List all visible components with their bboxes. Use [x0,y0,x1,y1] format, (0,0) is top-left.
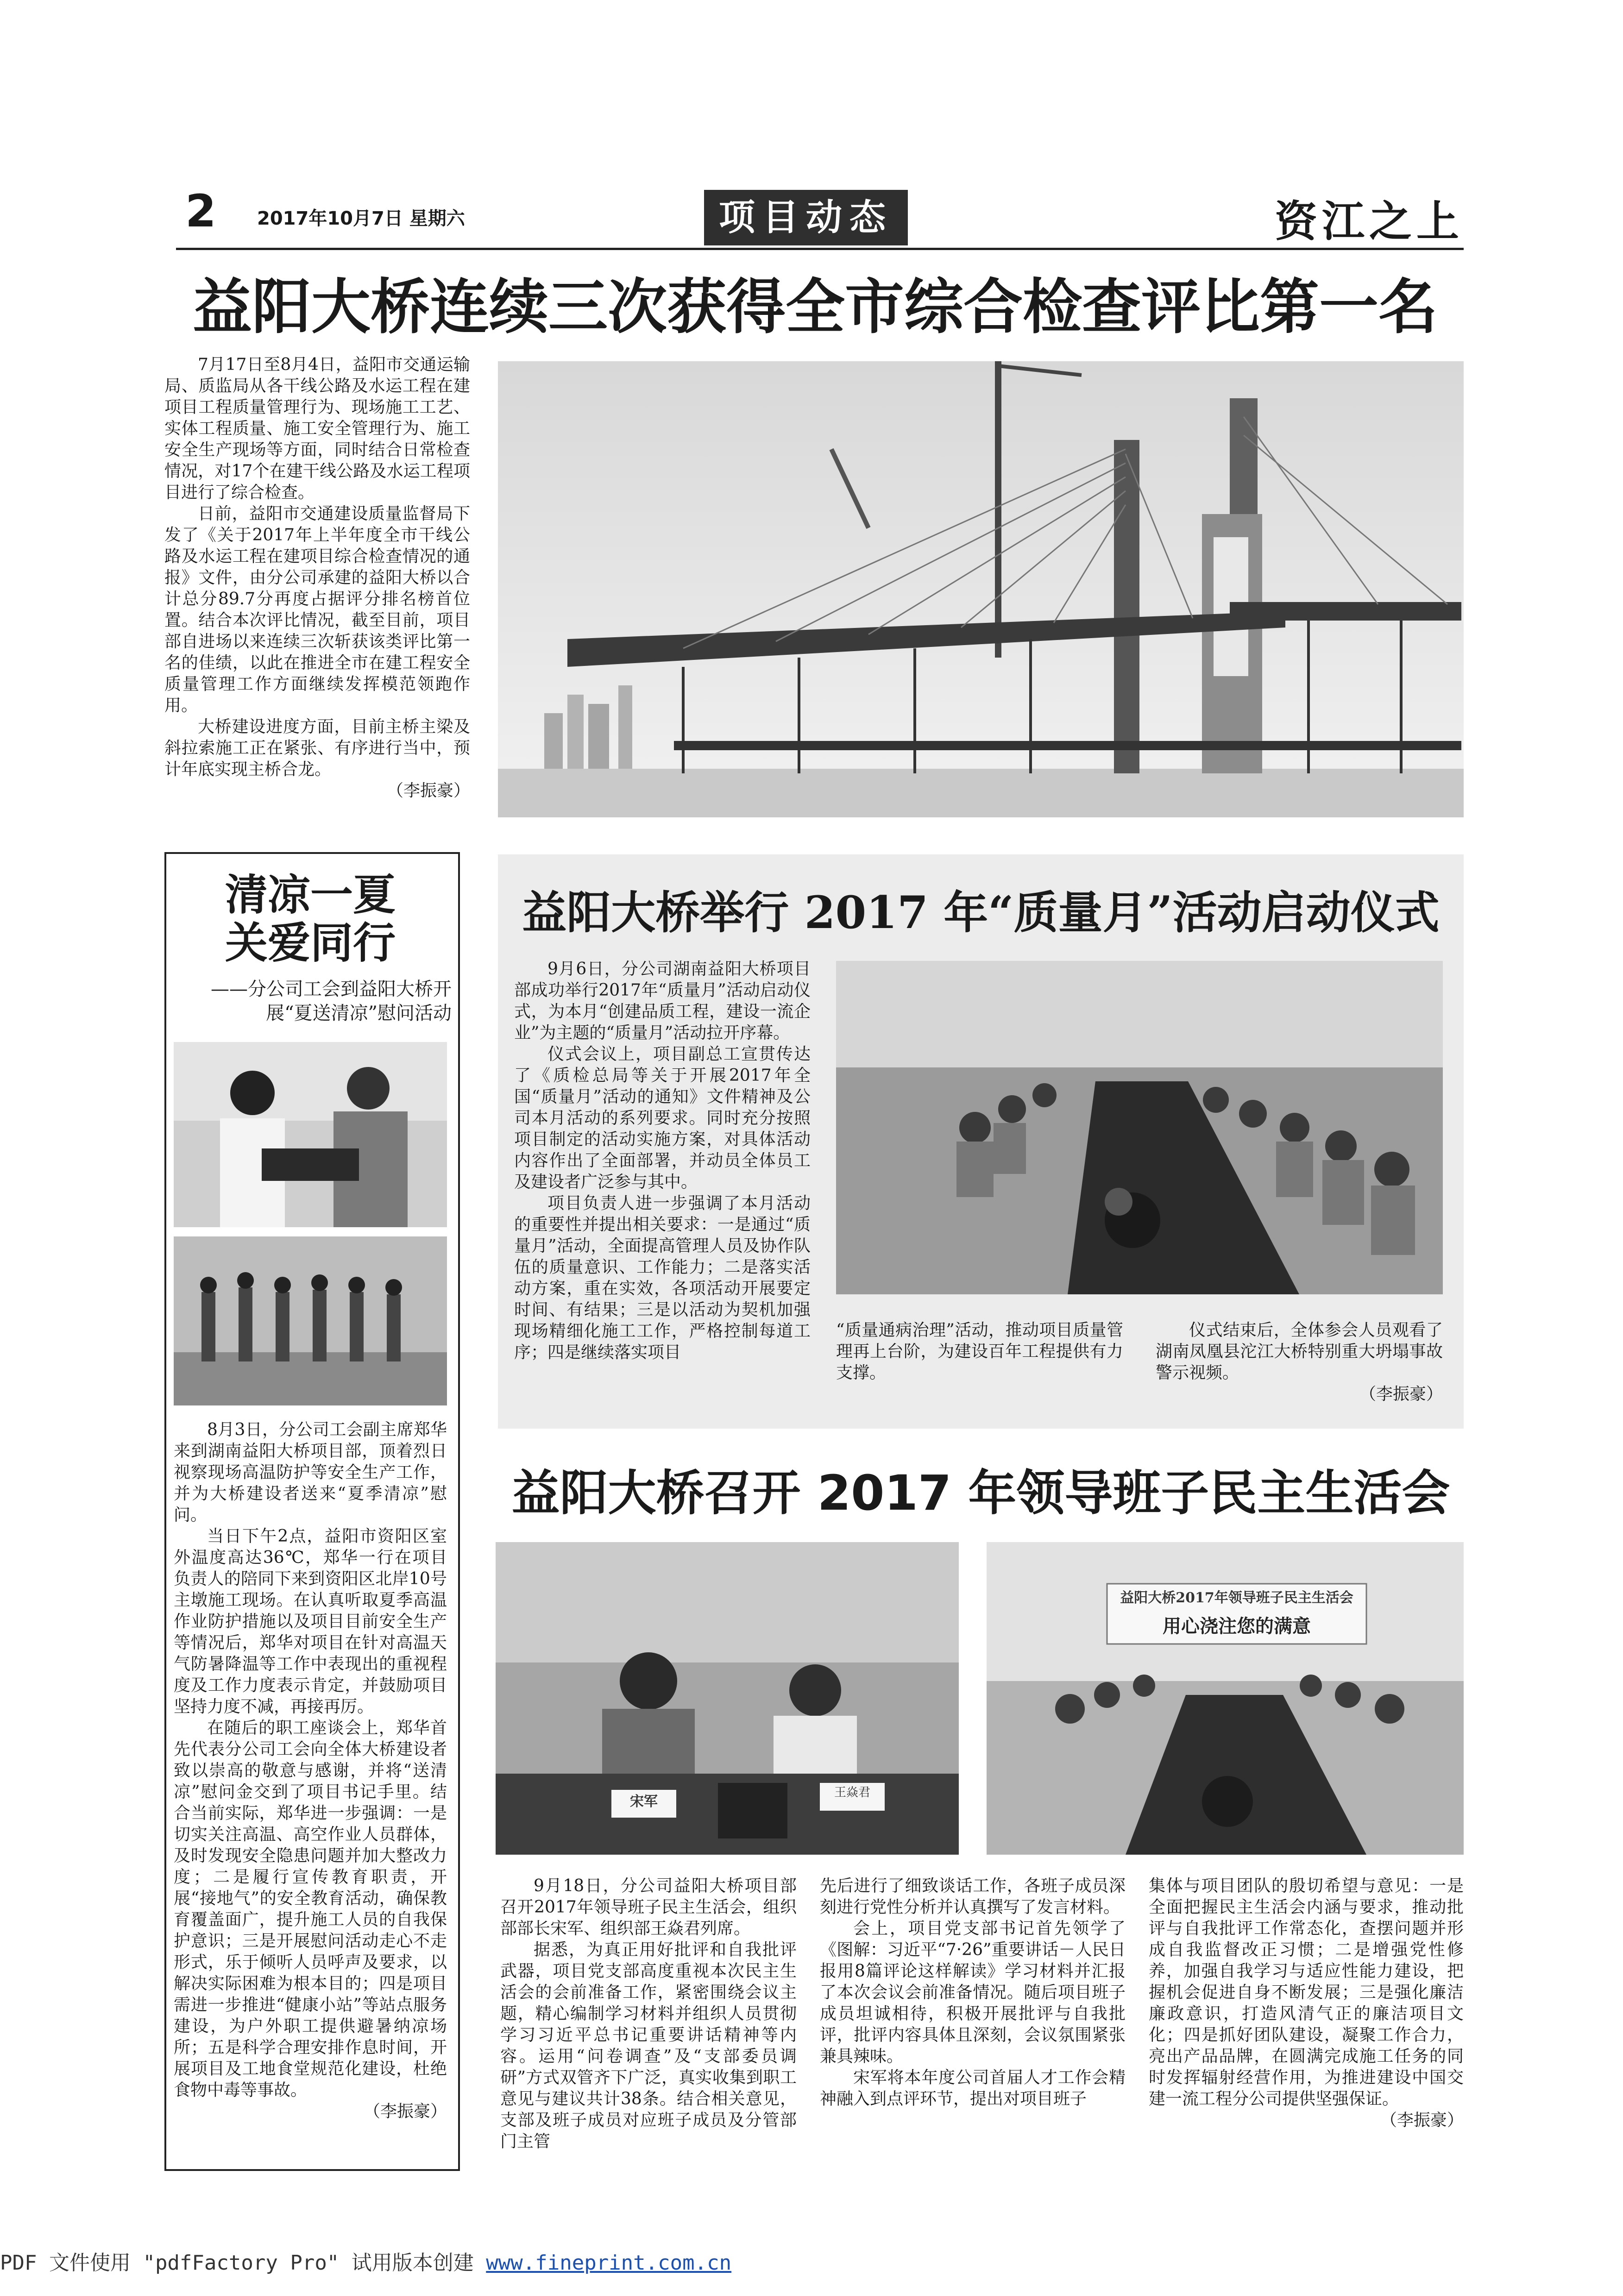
bridge-photo [498,361,1464,817]
article1-title: 益阳大桥连续三次获得全市综合检查评比第一名 [192,273,1438,342]
footer-link[interactable]: www.fineprint.com.cn [486,2251,732,2275]
issue-date: 2017年10月7日 星期六 [257,208,465,229]
sidebar-para: 在随后的职工座谈会上，郑华首先代表分公司工会向全体大桥建设者致以崇高的敬意与感谢，并将“送清凉”慰问金交到了项目书记手里。结合当前实际，郑华进一步强调：一是切实关注高温、高空作业人员群体，及时发现安全隐患问题并加大整改力度；二是履行宣传教育职责，开展“接地气”的安全教育活动，确保教育覆盖面广，提升施工人员的自我保护意识；三是开展慰问活动走心不走形式，乐于倾听人员呼声及要求，以解决实际困难为根本目的；四是项目需进一步推进“健康小站”等站点服务建设，为户外职工提供避暑纳凉场所；五是科学合理安排作息时间，开展项目及工地食堂规范化建设，杜绝食物中毒等事故。 [174,1719,447,2100]
nameplate-2: 王焱君 [834,1786,870,1800]
article1-body [164,354,470,802]
article1-para: 大桥建设进度方面，目前主桥主梁及斜拉索施工正在紧张、有序进行当中，预计年底实现主桥合龙。 [164,717,470,779]
article3-para: 宋军将本年度公司首届人才工作会精神融入到点评环节，提出对项目班子 [820,2068,1126,2108]
article1-byline: （李振豪） [386,781,470,800]
masthead-rule [176,248,1464,250]
article3-para: 集体与项目团队的殷切希望与意见：一是全面把握民主生活会内涵与要求，推动批评与自我批评工作常态化，查摆问题并形成自我监督改正习惯；二是增强党性修养，加强自我学习与适应性能力建设，把握机会促进自身不断发展；三是强化廉洁廉政意识，打造风清气正的廉洁项目文化；四是抓好团队建设，凝聚工作合力，亮出产品品牌，在圆满完成施工任务的同时发挥辐射经营作用，为推进建设中国交建一流工程分公司提供坚强保证。 [1149,1876,1464,2108]
article2-para: “质量通病治理”活动，推动项目质量管理再上台阶，为建设百年工程提供有力支撑。 [836,1321,1123,1382]
sidebar-title-line: 清凉一夏 [225,870,396,920]
article1-para: 日前，益阳市交通建设质量监督局下发了《关于2017年上半年度全市干线公路及水运工程在建项目综合检查情况的通报》文件，由分公司承建的益阳大桥以合计总分89.7分再度占据评分排名榜首位置。结合本次评比情况，截至目前，项目部自进场以来连续三次斩获该类评比第一名的佳绩，以此在推进全市在建工程安全质量管理工作方面继续发挥模范领跑作用。 [164,504,470,715]
sidebar-subtitle: ——分公司工会到益阳大桥开展“夏送清凉”慰问活动 [211,979,452,1024]
meeting-photo [836,961,1443,1294]
article2-col2 [836,1320,1123,1384]
article3-photo-1 [496,1542,959,1855]
article2-para: 项目负责人进一步强调了本月活动的重要性并提出相关要求：一是通过“质量月”活动，全面提高管理人员及协作队伍的质量意识、工作能力；二是落实活动方案，重在实效，各项活动开展要定时间、有结果；三是以活动为契机加强现场精细化施工工作，严格控制每道工序；四是继续落实项目 [514,1194,811,1362]
sidebar-para: 当日下午2点，益阳市资阳区室外温度高达36℃，郑华一行在项目负责人的陪同下来到资阳区北岸10号主墩施工现场。在认真听取夏季高温作业防护措施以及项目目前安全生产等情况后，郑华对项目在针对高温天气防暑降温等工作中表现出的重视程度及工作力度表示肯定，并鼓励项目坚持力度不减，再接再厉。 [174,1527,447,1716]
article3-para: 先后进行了细致谈话工作，各班子成员深刻进行党性分析并认真撰写了发言材料。 [820,1876,1126,1917]
wall-slogan: 用心浇注您的满意 [1163,1615,1311,1637]
article3-para: 9月18日，分公司益阳大桥项目部召开2017年领导班子民主生活会，组织部部长宋军、组织部王焱君列席。 [500,1876,797,1938]
sidebar-body [174,1419,447,2122]
footer-text: PDF 文件使用 "pdfFactory Pro" 试用版本创建 [0,2251,486,2275]
article3-byline: （李振豪） [1380,2111,1464,2130]
article2-para: 仪式会议上，项目副总工宣贯传达了《质检总局等关于开展2017年全国“质量月”活动的通知》文件精神及公司本月活动的系列要求。同时充分按照项目制定的活动实施方案，对具体活动内容作出了全面部署，并动员全体员工及建设者广泛参与其中。 [514,1045,811,1192]
article2-col1 [514,959,811,1363]
article3-col3 [1149,1876,1464,2131]
sidebar-para: 8月3日，分公司工会副主席郑华来到湖南益阳大桥项目部，顶着烈日视察现场高温防护等安全生产工作，并为大桥建设者送来“夏季清凉”慰问。 [174,1420,447,1524]
sidebar-title-line: 关爱同行 [225,918,396,968]
sidebar-title [167,871,454,967]
pdf-footer [0,2246,1575,2276]
article3-title: 益阳大桥召开 2017 年领导班子民主生活会 [511,1465,1450,1521]
article3-para: 会上，项目党支部书记首先领学了《图解：习近平“7·26”重要讲话－人民日报用8篇评论这样解读》学习材料并汇报了本次会议会前准备情况。随后项目班子成员坦诚相待，积极开展批评与自我批评，批评内容具体且深刻，会议氛围紧张兼具辣味。 [820,1919,1126,2066]
brand-title: 资江之上 [1274,196,1464,246]
nameplate-1: 宋军 [630,1794,658,1810]
sidebar-photo-2 [174,1236,447,1405]
sidebar-photo-1 [174,1042,447,1227]
article3-col2 [820,1876,1126,2110]
article2-title: 益阳大桥举行 2017 年“质量月”活动启动仪式 [522,886,1440,939]
article2-byline: （李振豪） [1359,1385,1443,1404]
article3-col1 [500,1876,797,2152]
article1-para: 7月17日至8月4日，益阳市交通运输局、质监局从各干线公路及水运工程在建项目工程质量管理行为、现场施工工艺、实体工程质量、施工安全管理行为、施工安全生产现场等方面，同时结合日常检查情况，对17个在建干线公路及水运工程项目进行了综合检查。 [164,355,470,502]
article2-col3 [1156,1320,1443,1405]
sidebar-byline: （李振豪） [363,2102,447,2121]
meeting-banner: 益阳大桥2017年领导班子民主生活会 [1120,1590,1353,1606]
article2-para: 仪式结束后，全体参会人员观看了湖南凤凰县沱江大桥特别重大坍塌事故警示视频。 [1156,1321,1443,1382]
section-label: 项目动态 [704,190,908,245]
article2-para: 9月6日，分公司湖南益阳大桥项目部成功举行2017年“质量月”活动启动仪式，为本月“创建品质工程，建设一流企业”为主题的“质量月”活动拉开序幕。 [514,960,811,1042]
page-number: 2 [185,185,216,237]
article3-para: 据悉，为真正用好批评和自我批评武器，项目党支部高度重视本次民主生活会的会前准备工作，紧密围绕会议主题，精心编制学习材料并组织人员贯彻学习习近平总书记重要讲话精神等内容。运用“问卷调查”及“支部委员调研”方式双管齐下广泛，真实收集到职工意见与建议共计38条。结合相关意见，支部及班子成员对应班子成员及分管部门主管 [500,1940,797,2151]
